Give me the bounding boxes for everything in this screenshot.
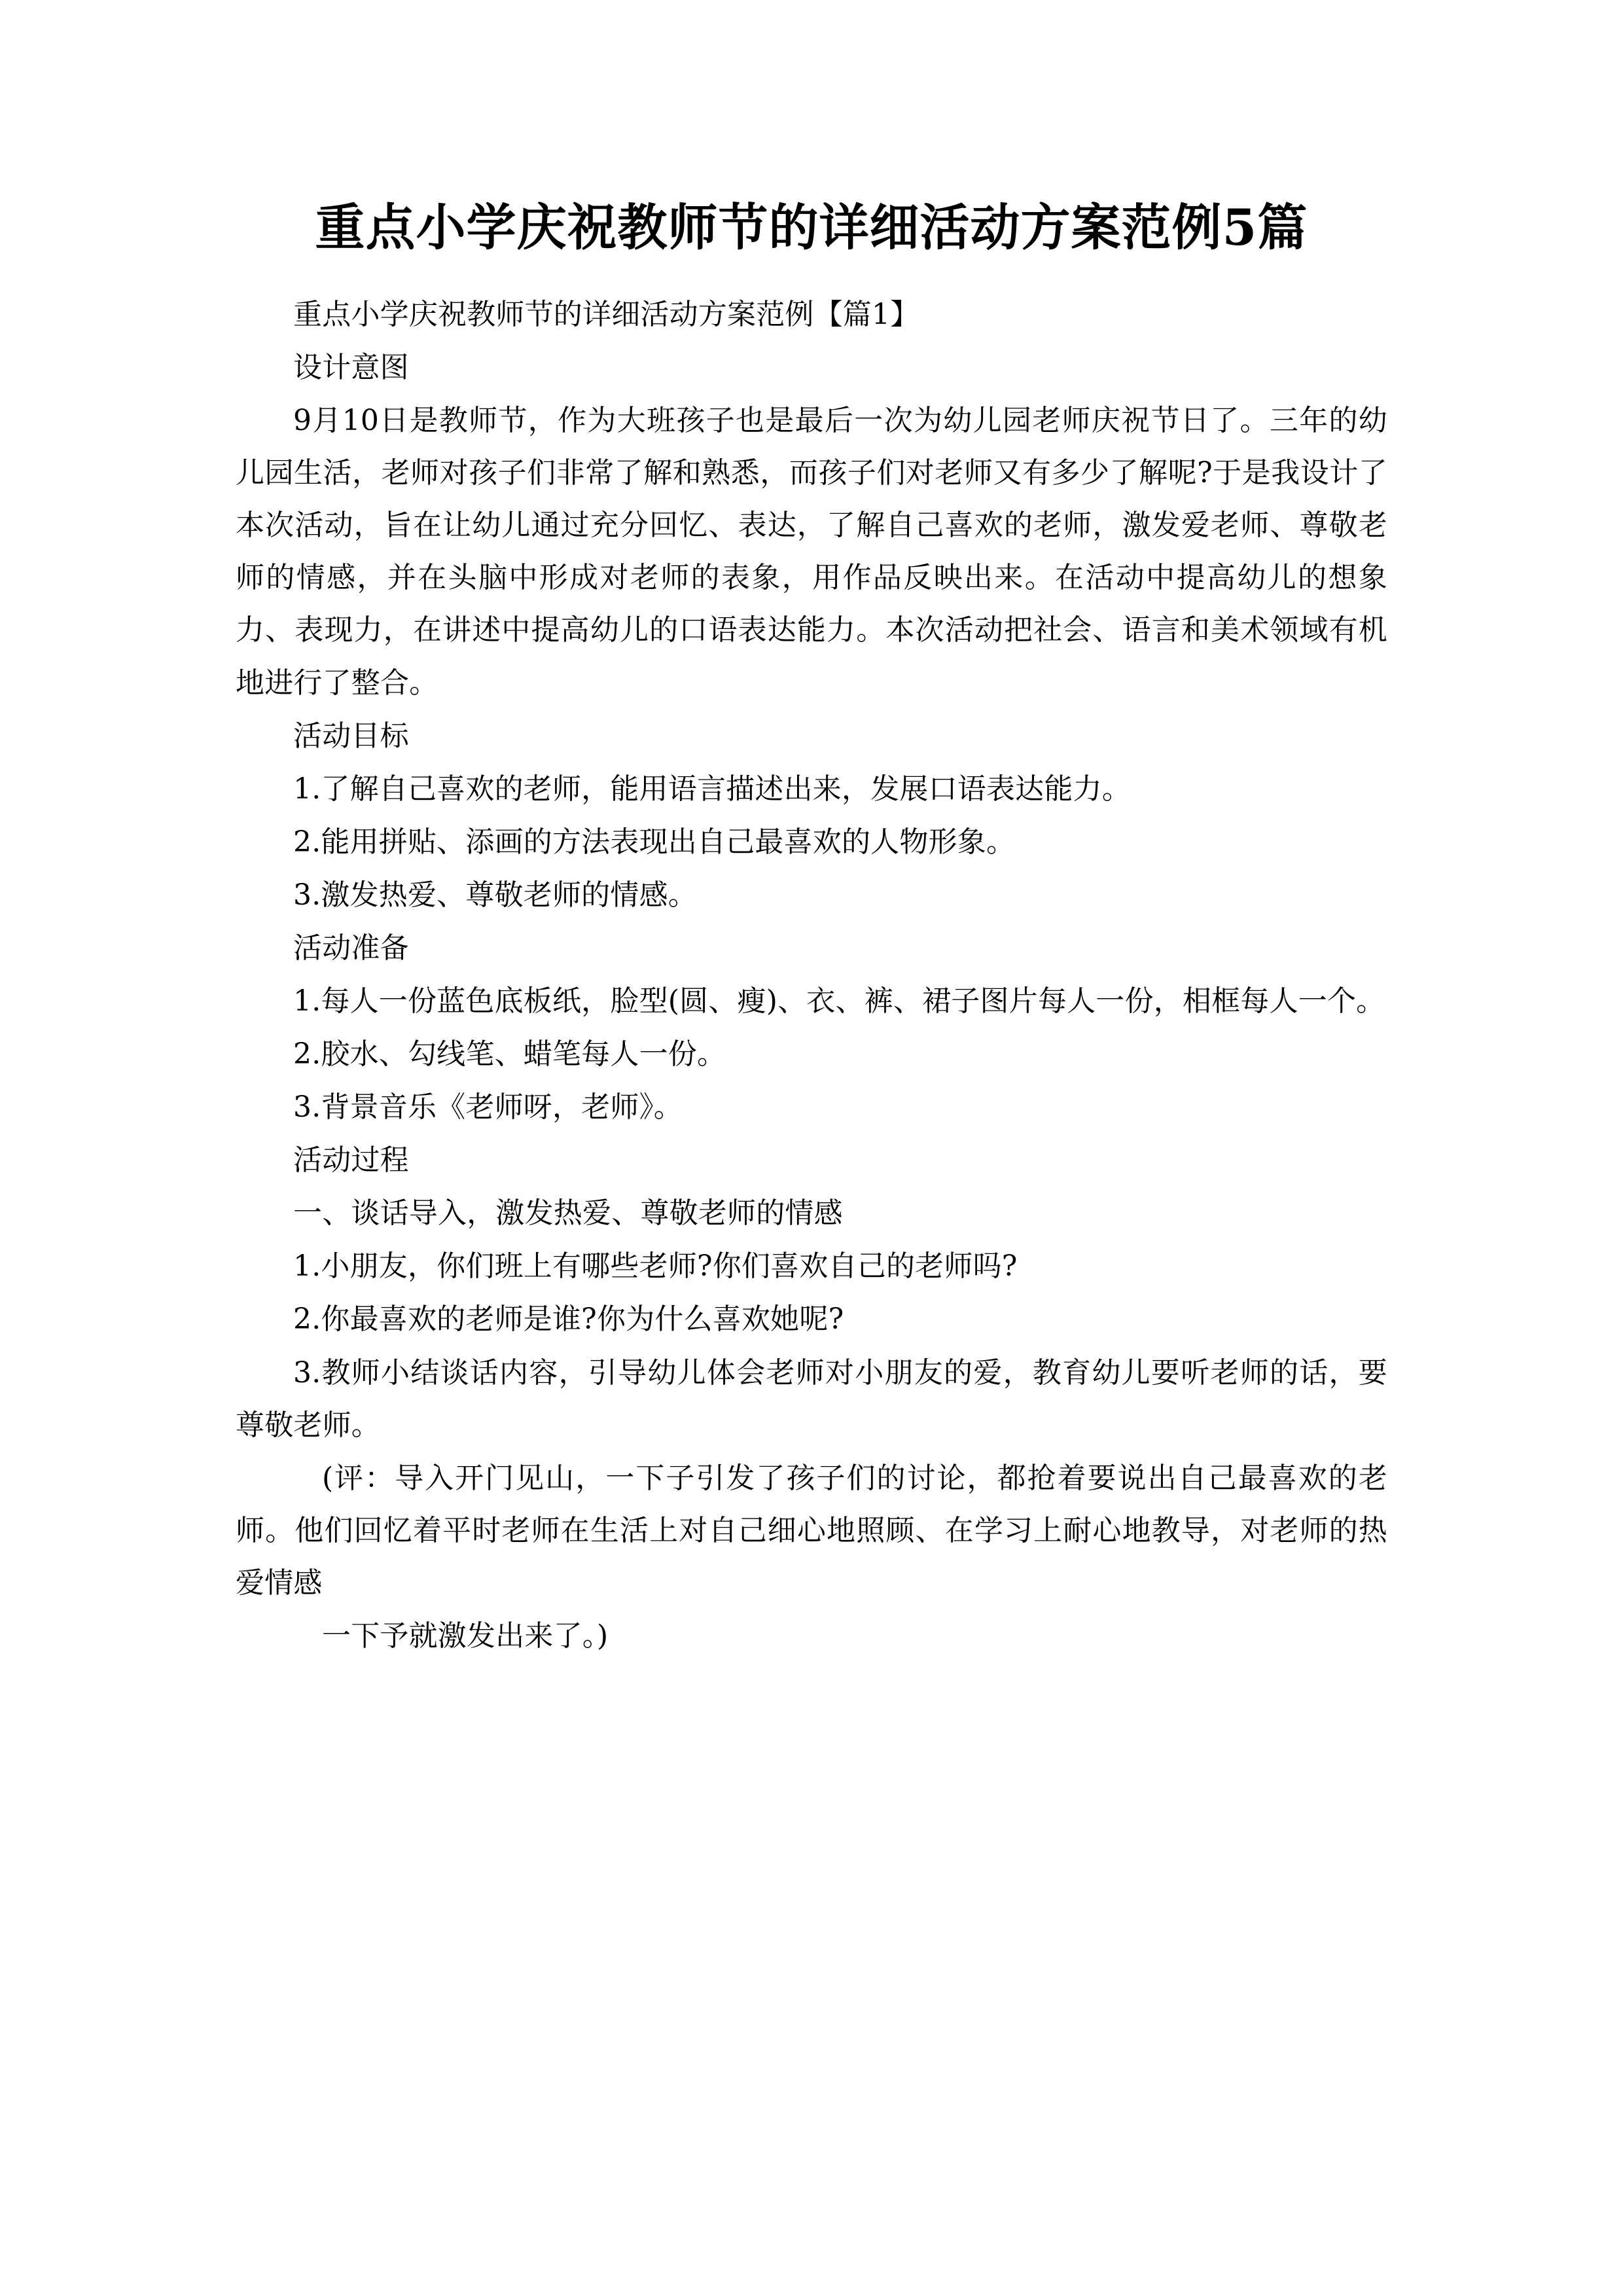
heading-activity-process: 活动过程 [293, 1143, 409, 1177]
paragraph-design-intent: 9月10日是教师节，作为大班孩子也是最后一次为幼儿园老师庆祝节日了。三年的幼儿园生活，老师对孩子们非常了解和熟悉，而孩子们对老师又有多少了解呢?于是我设计了本次活动，旨在让幼儿通过充分回忆、表达，了解自己喜欢的老师，激发爱老师、尊敬老师的情感，并在头脑中形成对老师的表象，用作品反映出来。在活动中提高幼儿的想象力、表现力，在讲述中提高幼儿的口语表达能力。本次活动把社会、语言和美术领域有机地进行了整合。 [236, 404, 1387, 700]
process-item-3: 3.教师小结谈话内容，引导幼儿体会老师对小朋友的爱，教育幼儿要听老师的话，要尊敬老师。 [236, 1355, 1387, 1442]
heading-design-intent: 设计意图 [293, 351, 409, 385]
article-subtitle: 重点小学庆祝教师节的详细活动方案范例【篇1】 [293, 298, 919, 331]
page-title: 重点小学庆祝教师节的详细活动方案范例5篇 [315, 198, 1308, 257]
heading-activity-goals: 活动目标 [293, 719, 409, 753]
goal-item-1: 1.了解自己喜欢的老师，能用语言描述出来，发展口语表达能力。 [293, 772, 1131, 806]
process-item-2: 2.你最喜欢的老师是谁?你为什么喜欢她呢? [293, 1302, 844, 1336]
goal-item-3: 3.激发热爱、尊敬老师的情感。 [293, 878, 697, 912]
goal-item-2: 2.能用拼贴、添画的方法表现出自己最喜欢的人物形象。 [293, 825, 1016, 859]
commentary-note-tail: 一下予就激发出来了。) [322, 1619, 609, 1653]
document-body [236, 289, 1387, 1662]
process-step-heading: 一、谈话导入，激发热爱、尊敬老师的情感 [293, 1196, 843, 1230]
heading-activity-preparation: 活动准备 [293, 931, 409, 965]
process-item-1: 1.小朋友，你们班上有哪些老师?你们喜欢自己的老师吗? [293, 1249, 1018, 1283]
commentary-note: (评：导入开门见山，一下子引发了孩子们的讨论，都抢着要说出自己最喜欢的老师。他们回忆着平时老师在生活上对自己细心地照顾、在学习上耐心地教导，对老师的热爱情感 [236, 1461, 1387, 1600]
prep-item-3: 3.背景音乐《老师呀，老师》。 [293, 1090, 683, 1124]
prep-item-2: 2.胶水、勾线笔、蜡笔每人一份。 [293, 1037, 726, 1071]
prep-item-1: 1.每人一份蓝色底板纸，脸型(圆、瘦)、衣、裤、裙子图片每人一份，相框每人一个。 [293, 984, 1385, 1018]
